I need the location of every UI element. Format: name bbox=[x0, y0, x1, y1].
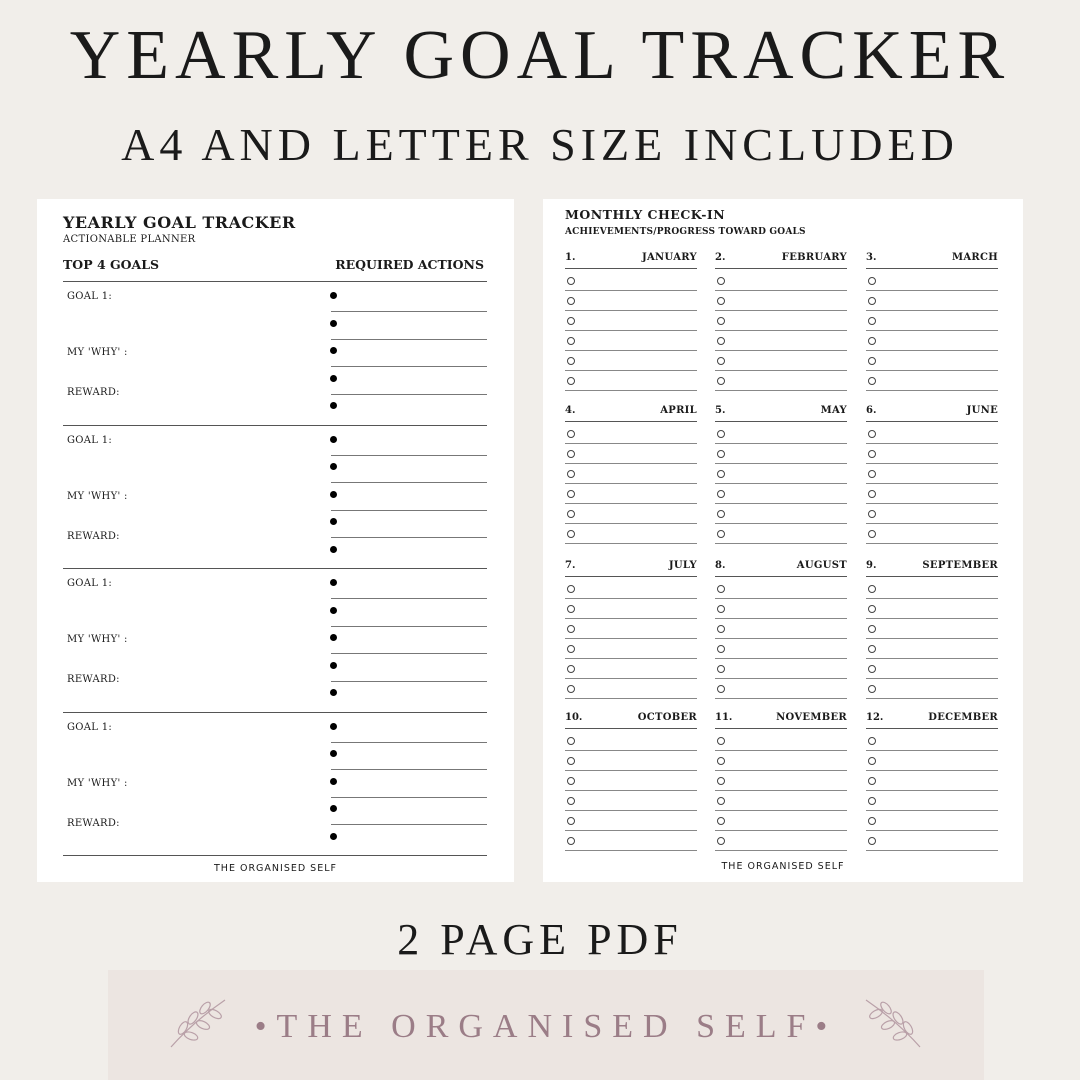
checkbox-circle-icon[interactable] bbox=[567, 737, 575, 745]
checkbox-circle-icon[interactable] bbox=[868, 297, 876, 305]
progress-entry-line[interactable] bbox=[866, 350, 998, 351]
page-footer: THE ORGANISED SELF bbox=[721, 861, 845, 872]
progress-entry-line[interactable] bbox=[565, 638, 697, 639]
action-line[interactable] bbox=[331, 510, 487, 511]
checkbox-circle-icon[interactable] bbox=[567, 510, 575, 518]
action-bullet bbox=[330, 805, 337, 812]
progress-entry-line[interactable] bbox=[715, 443, 847, 444]
checkbox-circle-icon[interactable] bbox=[868, 797, 876, 805]
progress-entry-line[interactable] bbox=[565, 850, 697, 851]
progress-entry-line[interactable] bbox=[715, 850, 847, 851]
progress-entry-line[interactable] bbox=[866, 503, 998, 504]
checkbox-circle-icon[interactable] bbox=[567, 530, 575, 538]
section-divider bbox=[63, 855, 487, 856]
progress-entry-line[interactable] bbox=[866, 750, 998, 751]
checkbox-circle-icon[interactable] bbox=[868, 665, 876, 673]
progress-entry-line[interactable] bbox=[866, 850, 998, 851]
why-label: MY 'WHY' : bbox=[67, 777, 128, 789]
page-subtitle: ACHIEVEMENTS/PROGRESS TOWARD GOALS bbox=[565, 227, 806, 237]
month-number: 4. bbox=[565, 405, 576, 416]
progress-entry-line[interactable] bbox=[565, 350, 697, 351]
goal-label: GOAL 1: bbox=[67, 291, 113, 302]
checkbox-circle-icon[interactable] bbox=[717, 757, 725, 765]
month-header-rule bbox=[715, 576, 847, 577]
progress-entry-line[interactable] bbox=[866, 370, 998, 371]
goal-tracker-page bbox=[37, 199, 514, 882]
progress-entry-line[interactable] bbox=[565, 390, 697, 391]
progress-entry-line[interactable] bbox=[715, 543, 847, 544]
action-bullet bbox=[330, 546, 337, 553]
action-line[interactable] bbox=[331, 797, 487, 798]
why-label: MY 'WHY' : bbox=[67, 347, 128, 358]
progress-entry-line[interactable] bbox=[866, 678, 998, 679]
checkbox-circle-icon[interactable] bbox=[868, 317, 876, 325]
month-header-rule bbox=[565, 268, 697, 269]
checkbox-circle-icon[interactable] bbox=[717, 470, 725, 478]
checkbox-circle-icon[interactable] bbox=[868, 337, 876, 345]
checkbox-circle-icon[interactable] bbox=[717, 817, 725, 825]
progress-entry-line[interactable] bbox=[866, 790, 998, 791]
month-block bbox=[715, 405, 847, 555]
progress-entry-line[interactable] bbox=[866, 443, 998, 444]
action-bullet bbox=[330, 347, 337, 354]
progress-entry-line[interactable] bbox=[715, 750, 847, 751]
month-header-rule bbox=[565, 728, 697, 729]
progress-entry-line[interactable] bbox=[565, 750, 697, 751]
section-divider bbox=[63, 568, 487, 569]
checkbox-circle-icon[interactable] bbox=[567, 277, 575, 285]
progress-entry-line[interactable] bbox=[866, 330, 998, 331]
checkbox-circle-icon[interactable] bbox=[717, 337, 725, 345]
checkbox-circle-icon[interactable] bbox=[717, 377, 725, 385]
progress-entry-line[interactable] bbox=[565, 598, 697, 599]
month-name: JUNE bbox=[966, 405, 998, 416]
progress-entry-line[interactable] bbox=[715, 483, 847, 484]
progress-entry-line[interactable] bbox=[715, 618, 847, 619]
action-line[interactable] bbox=[331, 653, 487, 654]
progress-entry-line[interactable] bbox=[866, 830, 998, 831]
checkbox-circle-icon[interactable] bbox=[567, 757, 575, 765]
month-number: 10. bbox=[565, 712, 583, 723]
reward-label: REWARD: bbox=[67, 817, 120, 829]
progress-entry-line[interactable] bbox=[866, 638, 998, 639]
checkbox-circle-icon[interactable] bbox=[717, 665, 725, 673]
checkbox-circle-icon[interactable] bbox=[717, 585, 725, 593]
checkbox-circle-icon[interactable] bbox=[868, 777, 876, 785]
progress-entry-line[interactable] bbox=[866, 463, 998, 464]
checkbox-circle-icon[interactable] bbox=[868, 837, 876, 845]
month-name: SEPTEMBER bbox=[922, 560, 998, 571]
progress-entry-line[interactable] bbox=[866, 290, 998, 291]
progress-entry-line[interactable] bbox=[715, 790, 847, 791]
reward-label: REWARD: bbox=[67, 674, 120, 685]
progress-entry-line[interactable] bbox=[866, 598, 998, 599]
month-block bbox=[565, 712, 697, 862]
checkbox-circle-icon[interactable] bbox=[567, 357, 575, 365]
checkbox-circle-icon[interactable] bbox=[868, 277, 876, 285]
progress-entry-line[interactable] bbox=[565, 310, 697, 311]
page-title: MONTHLY CHECK-IN bbox=[565, 207, 726, 222]
action-bullet bbox=[330, 607, 337, 614]
checkbox-circle-icon[interactable] bbox=[717, 357, 725, 365]
checkbox-circle-icon[interactable] bbox=[868, 430, 876, 438]
pdf-label: 2 PAGE PDF bbox=[397, 915, 683, 964]
month-number: 3. bbox=[866, 252, 877, 263]
checkbox-circle-icon[interactable] bbox=[868, 817, 876, 825]
month-block bbox=[565, 560, 697, 710]
progress-entry-line[interactable] bbox=[715, 638, 847, 639]
checkbox-circle-icon[interactable] bbox=[868, 757, 876, 765]
action-line[interactable] bbox=[331, 394, 487, 395]
checkbox-circle-icon[interactable] bbox=[717, 317, 725, 325]
required-actions-heading: REQUIRED ACTIONS bbox=[335, 257, 484, 272]
action-bullet bbox=[330, 778, 337, 785]
month-block bbox=[565, 405, 697, 555]
checkbox-circle-icon[interactable] bbox=[717, 737, 725, 745]
checkbox-circle-icon[interactable] bbox=[567, 625, 575, 633]
month-header-rule bbox=[565, 421, 697, 422]
page-subtitle: ACTIONABLE PLANNER bbox=[63, 234, 196, 245]
progress-entry-line[interactable] bbox=[715, 598, 847, 599]
month-block bbox=[715, 560, 847, 710]
month-number: 9. bbox=[866, 560, 877, 571]
progress-entry-line[interactable] bbox=[866, 698, 998, 699]
progress-entry-line[interactable] bbox=[565, 618, 697, 619]
checkbox-circle-icon[interactable] bbox=[717, 837, 725, 845]
page-title: YEARLY GOAL TRACKER bbox=[63, 213, 296, 232]
progress-entry-line[interactable] bbox=[866, 770, 998, 771]
action-bullet bbox=[330, 689, 337, 696]
progress-entry-line[interactable] bbox=[866, 523, 998, 524]
progress-entry-line[interactable] bbox=[715, 658, 847, 659]
checkbox-circle-icon[interactable] bbox=[717, 430, 725, 438]
action-bullet bbox=[330, 723, 337, 730]
progress-entry-line[interactable] bbox=[866, 483, 998, 484]
month-header-rule bbox=[866, 421, 998, 422]
checkbox-circle-icon[interactable] bbox=[717, 277, 725, 285]
action-line[interactable] bbox=[331, 366, 487, 367]
checkbox-circle-icon[interactable] bbox=[567, 317, 575, 325]
reward-label: REWARD: bbox=[67, 530, 120, 542]
month-number: 7. bbox=[565, 560, 576, 571]
checkbox-circle-icon[interactable] bbox=[567, 777, 575, 785]
progress-entry-line[interactable] bbox=[565, 330, 697, 331]
progress-entry-line[interactable] bbox=[565, 830, 697, 831]
progress-entry-line[interactable] bbox=[565, 463, 697, 464]
checkbox-circle-icon[interactable] bbox=[567, 685, 575, 693]
checkbox-circle-icon[interactable] bbox=[567, 645, 575, 653]
why-label: MY 'WHY' : bbox=[67, 634, 128, 645]
goal-label: GOAL 1: bbox=[67, 578, 113, 589]
action-line[interactable] bbox=[331, 311, 487, 312]
month-header-rule bbox=[866, 576, 998, 577]
page-footer: THE ORGANISED SELF bbox=[214, 863, 337, 874]
progress-entry-line[interactable] bbox=[715, 678, 847, 679]
checkbox-circle-icon[interactable] bbox=[567, 450, 575, 458]
leaf-sprig-right-icon bbox=[858, 992, 928, 1052]
reward-label: REWARD: bbox=[67, 387, 120, 398]
brand-banner bbox=[108, 970, 984, 1080]
checkbox-circle-icon[interactable] bbox=[717, 450, 725, 458]
top-goals-heading: TOP 4 GOALS bbox=[63, 257, 160, 272]
month-block bbox=[866, 252, 998, 402]
section-divider bbox=[63, 281, 487, 282]
month-name: NOVEMBER bbox=[776, 712, 847, 723]
progress-entry-line[interactable] bbox=[715, 310, 847, 311]
hero-title: YEARLY GOAL TRACKER bbox=[69, 17, 1011, 94]
month-number: 1. bbox=[565, 252, 576, 263]
brand-name: •THE ORGANISED SELF• bbox=[254, 1008, 838, 1045]
progress-entry-line[interactable] bbox=[866, 658, 998, 659]
goal-label: GOAL 1: bbox=[67, 721, 113, 733]
checkbox-circle-icon[interactable] bbox=[717, 510, 725, 518]
monthly-checkin-page bbox=[543, 199, 1023, 882]
progress-entry-line[interactable] bbox=[565, 658, 697, 659]
checkbox-circle-icon[interactable] bbox=[868, 645, 876, 653]
month-name: MAY bbox=[820, 405, 847, 416]
checkbox-circle-icon[interactable] bbox=[717, 605, 725, 613]
action-line[interactable] bbox=[331, 482, 487, 483]
action-line[interactable] bbox=[331, 339, 487, 340]
action-line[interactable] bbox=[331, 455, 487, 456]
checkbox-circle-icon[interactable] bbox=[717, 625, 725, 633]
progress-entry-line[interactable] bbox=[715, 290, 847, 291]
progress-entry-line[interactable] bbox=[715, 330, 847, 331]
action-line[interactable] bbox=[331, 598, 487, 599]
checkbox-circle-icon[interactable] bbox=[567, 817, 575, 825]
month-number: 5. bbox=[715, 405, 726, 416]
checkbox-circle-icon[interactable] bbox=[717, 297, 725, 305]
month-name: APRIL bbox=[660, 405, 697, 416]
checkbox-circle-icon[interactable] bbox=[717, 490, 725, 498]
checkbox-circle-icon[interactable] bbox=[567, 665, 575, 673]
month-header-rule bbox=[715, 728, 847, 729]
checkbox-circle-icon[interactable] bbox=[868, 470, 876, 478]
month-name: OCTOBER bbox=[637, 712, 697, 723]
checkbox-circle-icon[interactable] bbox=[567, 470, 575, 478]
action-bullet bbox=[330, 463, 337, 470]
checkbox-circle-icon[interactable] bbox=[717, 777, 725, 785]
action-bullet bbox=[330, 750, 337, 757]
progress-entry-line[interactable] bbox=[715, 810, 847, 811]
action-bullet bbox=[330, 579, 337, 586]
progress-entry-line[interactable] bbox=[715, 350, 847, 351]
checkbox-circle-icon[interactable] bbox=[567, 837, 575, 845]
month-header-rule bbox=[715, 421, 847, 422]
checkbox-circle-icon[interactable] bbox=[567, 430, 575, 438]
progress-entry-line[interactable] bbox=[565, 698, 697, 699]
month-header-rule bbox=[866, 728, 998, 729]
progress-entry-line[interactable] bbox=[715, 523, 847, 524]
progress-entry-line[interactable] bbox=[715, 770, 847, 771]
checkbox-circle-icon[interactable] bbox=[567, 337, 575, 345]
action-bullet bbox=[330, 402, 337, 409]
checkbox-circle-icon[interactable] bbox=[567, 797, 575, 805]
month-number: 11. bbox=[715, 712, 733, 723]
progress-entry-line[interactable] bbox=[565, 483, 697, 484]
checkbox-circle-icon[interactable] bbox=[868, 510, 876, 518]
progress-entry-line[interactable] bbox=[565, 523, 697, 524]
action-line[interactable] bbox=[331, 769, 487, 770]
action-line[interactable] bbox=[331, 742, 487, 743]
month-header-rule bbox=[715, 268, 847, 269]
action-bullet bbox=[330, 518, 337, 525]
checkbox-circle-icon[interactable] bbox=[868, 625, 876, 633]
checkbox-circle-icon[interactable] bbox=[567, 297, 575, 305]
section-divider bbox=[63, 425, 487, 426]
progress-entry-line[interactable] bbox=[565, 503, 697, 504]
checkbox-circle-icon[interactable] bbox=[868, 450, 876, 458]
month-name: AUGUST bbox=[796, 560, 847, 571]
goal-label: GOAL 1: bbox=[67, 434, 113, 446]
progress-entry-line[interactable] bbox=[715, 503, 847, 504]
progress-entry-line[interactable] bbox=[715, 390, 847, 391]
month-name: JULY bbox=[668, 560, 697, 571]
checkbox-circle-icon[interactable] bbox=[567, 490, 575, 498]
month-header-rule bbox=[565, 576, 697, 577]
progress-entry-line[interactable] bbox=[866, 390, 998, 391]
progress-entry-line[interactable] bbox=[565, 370, 697, 371]
progress-entry-line[interactable] bbox=[715, 698, 847, 699]
progress-entry-line[interactable] bbox=[715, 370, 847, 371]
month-name: JANUARY bbox=[641, 252, 697, 263]
checkbox-circle-icon[interactable] bbox=[868, 685, 876, 693]
month-name: MARCH bbox=[951, 252, 998, 263]
action-bullet bbox=[330, 491, 337, 498]
action-line[interactable] bbox=[331, 626, 487, 627]
progress-entry-line[interactable] bbox=[866, 618, 998, 619]
month-header-rule bbox=[866, 268, 998, 269]
hero-subtitle: A4 AND LETTER SIZE INCLUDED bbox=[121, 119, 959, 170]
month-name: DECEMBER bbox=[928, 712, 998, 723]
month-name: FEBRUARY bbox=[781, 252, 847, 263]
progress-entry-line[interactable] bbox=[565, 678, 697, 679]
checkbox-circle-icon[interactable] bbox=[717, 530, 725, 538]
checkbox-circle-icon[interactable] bbox=[868, 357, 876, 365]
action-bullet bbox=[330, 375, 337, 382]
checkbox-circle-icon[interactable] bbox=[868, 585, 876, 593]
progress-entry-line[interactable] bbox=[565, 543, 697, 544]
action-line[interactable] bbox=[331, 681, 487, 682]
progress-entry-line[interactable] bbox=[565, 810, 697, 811]
progress-entry-line[interactable] bbox=[866, 310, 998, 311]
checkbox-circle-icon[interactable] bbox=[717, 685, 725, 693]
checkbox-circle-icon[interactable] bbox=[868, 605, 876, 613]
progress-entry-line[interactable] bbox=[565, 770, 697, 771]
action-bullet bbox=[330, 292, 337, 299]
month-number: 2. bbox=[715, 252, 726, 263]
progress-entry-line[interactable] bbox=[565, 790, 697, 791]
month-block bbox=[565, 252, 697, 402]
action-bullet bbox=[330, 436, 337, 443]
checkbox-circle-icon[interactable] bbox=[567, 605, 575, 613]
action-bullet bbox=[330, 320, 337, 327]
section-divider bbox=[63, 712, 487, 713]
checkbox-circle-icon[interactable] bbox=[567, 585, 575, 593]
checkbox-circle-icon[interactable] bbox=[868, 377, 876, 385]
action-bullet bbox=[330, 634, 337, 641]
action-line[interactable] bbox=[331, 537, 487, 538]
month-number: 12. bbox=[866, 712, 884, 723]
month-block bbox=[866, 712, 998, 862]
month-number: 6. bbox=[866, 405, 877, 416]
month-block bbox=[715, 252, 847, 402]
action-bullet bbox=[330, 662, 337, 669]
progress-entry-line[interactable] bbox=[715, 463, 847, 464]
checkbox-circle-icon[interactable] bbox=[868, 490, 876, 498]
why-label: MY 'WHY' : bbox=[67, 490, 128, 502]
progress-entry-line[interactable] bbox=[866, 810, 998, 811]
checkbox-circle-icon[interactable] bbox=[868, 737, 876, 745]
month-block bbox=[866, 405, 998, 555]
progress-entry-line[interactable] bbox=[565, 290, 697, 291]
month-block bbox=[715, 712, 847, 862]
progress-entry-line[interactable] bbox=[565, 443, 697, 444]
month-number: 8. bbox=[715, 560, 726, 571]
progress-entry-line[interactable] bbox=[866, 543, 998, 544]
checkbox-circle-icon[interactable] bbox=[717, 797, 725, 805]
action-bullet bbox=[330, 833, 337, 840]
progress-entry-line[interactable] bbox=[715, 830, 847, 831]
action-line[interactable] bbox=[331, 824, 487, 825]
checkbox-circle-icon[interactable] bbox=[868, 530, 876, 538]
checkbox-circle-icon[interactable] bbox=[717, 645, 725, 653]
checkbox-circle-icon[interactable] bbox=[567, 377, 575, 385]
month-block bbox=[866, 560, 998, 710]
